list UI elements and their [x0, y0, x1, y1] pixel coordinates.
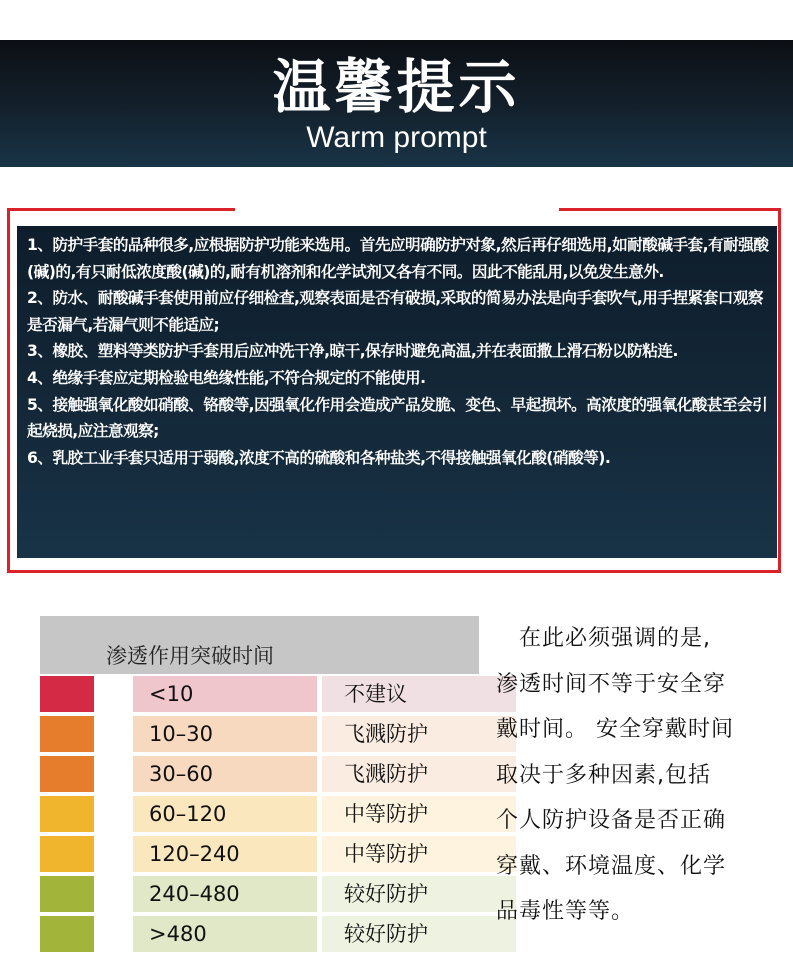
color-swatch [40, 716, 94, 752]
color-swatch [40, 836, 94, 872]
time-range-cell: >480 [133, 916, 317, 952]
note-line: 在此必须强调的是, [496, 626, 711, 651]
time-range-cell: 240–480 [133, 876, 317, 912]
table-row [40, 834, 480, 874]
title-banner [0, 40, 793, 167]
banner-title: 温馨提示 [272, 53, 521, 121]
color-swatch [40, 876, 94, 912]
tip-item-5: 5、接触强氧化酸如硝酸、铬酸等,因强氧化作用会造成产品发脆、变色、早起损坏。高浓度的强氧化酸甚至会引起烧损,应注意观察; [27, 395, 768, 441]
note-line: 渗透时间不等于安全穿 [496, 671, 727, 697]
time-range-cell: 120–240 [133, 836, 317, 872]
protection-level-cell: 中等防护 [322, 836, 516, 872]
tips-panel [17, 226, 777, 558]
tip-item-6: 6、乳胶工业手套只适用于弱酸,浓度不高的硫酸和各种盐类,不得接触强氧化酸(硝酸等). [27, 448, 611, 467]
table-row [40, 794, 480, 834]
banner-subtitle: Warm prompt [306, 121, 487, 154]
note-line: 取决于多种因素,包括 [496, 762, 711, 788]
protection-level-cell: 较好防护 [322, 916, 516, 952]
protection-level-cell: 飞溅防护 [322, 716, 516, 752]
time-range-cell: <10 [133, 676, 317, 712]
protection-level-cell: 不建议 [322, 676, 516, 712]
frame-top-right-segment [559, 208, 781, 211]
time-range-cell: 10–30 [133, 716, 317, 752]
tip-item-4: 4、绝缘手套应定期检验电绝缘性能,不符合规定的不能使用. [27, 368, 426, 387]
protection-level-cell: 飞溅防护 [322, 756, 516, 792]
color-swatch [40, 676, 94, 712]
time-range-cell: 60–120 [133, 796, 317, 832]
table-row [40, 914, 480, 954]
breakthrough-time-table [40, 616, 480, 954]
protection-level-cell: 中等防护 [322, 796, 516, 832]
frame-top-left-segment [7, 208, 235, 211]
protection-level-cell: 较好防护 [322, 876, 516, 912]
note-line: 品毒性等等。 [496, 899, 635, 924]
note-line: 个人防护设备是否正确 [496, 808, 727, 833]
table-header [40, 616, 479, 674]
table-row [40, 714, 480, 754]
tip-item-2: 2、防水、耐酸碱手套使用前应仔细检查,观察表面是否有破损,采取的简易办法是向手套吹气,用手捏紧套口观察是否漏气,若漏气则不能适应; [27, 289, 764, 334]
table-row [40, 874, 480, 914]
color-swatch [40, 916, 94, 952]
tip-item-3: 3、橡胶、塑料等类防护手套用后应冲洗干净,晾干,保存时避免高温,并在表面撒上滑石粉以防粘连. [27, 342, 678, 361]
table-header-label: 渗透作用突破时间 [106, 644, 274, 668]
table-row [40, 754, 480, 794]
note-paragraph [496, 616, 786, 935]
time-range-cell: 30–60 [133, 756, 317, 792]
note-line: 穿戴、环境温度、化学 [496, 853, 727, 879]
color-swatch [40, 796, 94, 832]
color-swatch [40, 756, 94, 792]
tip-item-1: 1、防护手套的品种很多,应根据防护功能来选用。首先应明确防护对象,然后再仔细选用,如耐酸碱手套,有耐强酸(碱)的,有只耐低浓度酸(碱)的,耐有机溶剂和化学试剂又各有不同。因此不能乱用,以免发生意外. [27, 236, 769, 281]
note-line: 戴时间。 安全穿戴时间 [496, 717, 734, 742]
table-row [40, 674, 480, 714]
